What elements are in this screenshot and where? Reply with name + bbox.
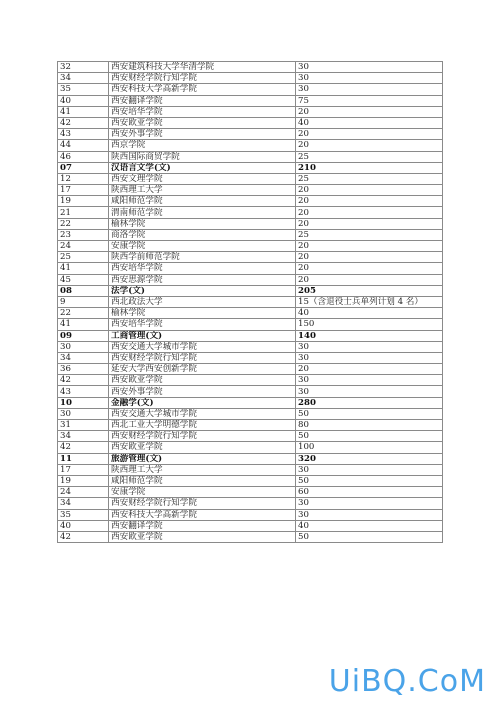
cell-count: 50 (296, 408, 443, 419)
cell-code: 08 (58, 285, 109, 296)
cell-code: 30 (58, 341, 109, 352)
cell-count: 30 (296, 464, 443, 475)
cell-count: 30 (296, 84, 443, 95)
table-row (58, 520, 443, 531)
cell-count: 320 (296, 453, 443, 464)
cell-school-name: 陕西学前师范学院 (109, 252, 296, 263)
table-row (58, 229, 443, 240)
cell-school-name: 陕西理工大学 (109, 464, 296, 475)
table-row (58, 62, 443, 73)
table-row (58, 475, 443, 486)
cell-school-name: 西安科技大学高新学院 (109, 509, 296, 520)
table-row (58, 241, 443, 252)
cell-count: 30 (296, 386, 443, 397)
table-row (58, 106, 443, 117)
cell-code: 41 (58, 263, 109, 274)
cell-count: 30 (296, 73, 443, 84)
cell-school-name: 西安欧亚学院 (109, 375, 296, 386)
cell-count: 210 (296, 162, 443, 173)
cell-school-name: 西安交通大学城市学院 (109, 408, 296, 419)
cell-school-name: 咸阳师范学院 (109, 196, 296, 207)
cell-code: 19 (58, 196, 109, 207)
cell-school-name: 西安财经学院行知学院 (109, 73, 296, 84)
table-body (58, 62, 443, 543)
cell-school-name: 咸阳师范学院 (109, 475, 296, 486)
cell-code: 41 (58, 319, 109, 330)
cell-count: 50 (296, 431, 443, 442)
cell-count: 50 (296, 531, 443, 542)
cell-count: 40 (296, 117, 443, 128)
cell-school-name: 法学(文) (109, 285, 296, 296)
table-row (58, 185, 443, 196)
cell-count: 20 (296, 185, 443, 196)
table-section-header-row (58, 285, 443, 296)
cell-count: 20 (296, 263, 443, 274)
table-row (58, 218, 443, 229)
cell-code: 41 (58, 106, 109, 117)
table-section-header-row (58, 162, 443, 173)
table-section-header-row (58, 397, 443, 408)
table-row (58, 487, 443, 498)
cell-count: 20 (296, 218, 443, 229)
cell-code: 42 (58, 531, 109, 542)
cell-school-name: 渭南师范学院 (109, 207, 296, 218)
table-section-header-row (58, 330, 443, 341)
cell-code: 10 (58, 397, 109, 408)
cell-code: 22 (58, 308, 109, 319)
cell-count: 30 (296, 498, 443, 509)
cell-code: 34 (58, 73, 109, 84)
table-row (58, 464, 443, 475)
cell-code: 9 (58, 296, 109, 307)
table-row (58, 386, 443, 397)
cell-count: 40 (296, 520, 443, 531)
cell-school-name: 汉语言文学(文) (109, 162, 296, 173)
cell-code: 43 (58, 129, 109, 140)
cell-code: 40 (58, 520, 109, 531)
cell-school-name: 西安财经学院行知学院 (109, 352, 296, 363)
cell-school-name: 西安建筑科技大学华清学院 (109, 62, 296, 73)
cell-code: 34 (58, 498, 109, 509)
cell-school-name: 安康学院 (109, 241, 296, 252)
cell-count: 20 (296, 140, 443, 151)
cell-school-name: 陕西国际商贸学院 (109, 151, 296, 162)
cell-school-name: 延安大学西安创新学院 (109, 364, 296, 375)
cell-count: 20 (296, 129, 443, 140)
cell-code: 25 (58, 252, 109, 263)
cell-code: 09 (58, 330, 109, 341)
table-row (58, 531, 443, 542)
cell-count: 140 (296, 330, 443, 341)
cell-count: 20 (296, 207, 443, 218)
cell-school-name: 西安外事学院 (109, 386, 296, 397)
cell-school-name: 西安培华学院 (109, 106, 296, 117)
cell-code: 36 (58, 364, 109, 375)
cell-count: 75 (296, 95, 443, 106)
table-row (58, 296, 443, 307)
table-row (58, 408, 443, 419)
cell-count: 25 (296, 229, 443, 240)
table-row (58, 352, 443, 363)
cell-code: 42 (58, 117, 109, 128)
table-row (58, 196, 443, 207)
cell-school-name: 西安思源学院 (109, 274, 296, 285)
cell-count: 25 (296, 151, 443, 162)
table-row (58, 263, 443, 274)
cell-school-name: 西安科技大学高新学院 (109, 84, 296, 95)
cell-code: 32 (58, 62, 109, 73)
cell-code: 35 (58, 84, 109, 95)
cell-code: 22 (58, 218, 109, 229)
cell-code: 42 (58, 442, 109, 453)
cell-school-name: 西京学院 (109, 140, 296, 151)
table-section-header-row (58, 453, 443, 464)
cell-school-name: 西安财经学院行知学院 (109, 431, 296, 442)
cell-count: 15（含退役士兵单列计划 4 名） (296, 296, 443, 307)
cell-school-name: 榆林学院 (109, 218, 296, 229)
cell-school-name: 西北政法大学 (109, 296, 296, 307)
cell-school-name: 西安培华学院 (109, 263, 296, 274)
cell-count: 280 (296, 397, 443, 408)
cell-count: 30 (296, 341, 443, 352)
cell-count: 30 (296, 62, 443, 73)
cell-code: 11 (58, 453, 109, 464)
cell-school-name: 西安培华学院 (109, 319, 296, 330)
cell-count: 20 (296, 106, 443, 117)
cell-school-name: 西安财经学院行知学院 (109, 498, 296, 509)
table-row (58, 420, 443, 431)
cell-count: 100 (296, 442, 443, 453)
table-row (58, 364, 443, 375)
cell-code: 12 (58, 173, 109, 184)
cell-code: 31 (58, 420, 109, 431)
cell-count: 20 (296, 364, 443, 375)
cell-code: 21 (58, 207, 109, 218)
cell-school-name: 安康学院 (109, 487, 296, 498)
cell-count: 40 (296, 308, 443, 319)
cell-school-name: 西北工业大学明德学院 (109, 420, 296, 431)
cell-school-name: 商洛学院 (109, 229, 296, 240)
table-row (58, 274, 443, 285)
cell-school-name: 西安交通大学城市学院 (109, 341, 296, 352)
table-row (58, 431, 443, 442)
cell-code: 19 (58, 475, 109, 486)
cell-school-name: 榆林学院 (109, 308, 296, 319)
cell-code: 40 (58, 95, 109, 106)
table-row (58, 375, 443, 386)
cell-school-name: 西安欧亚学院 (109, 442, 296, 453)
cell-school-name: 西安文理学院 (109, 173, 296, 184)
cell-school-name: 西安外事学院 (109, 129, 296, 140)
cell-code: 43 (58, 386, 109, 397)
table-row (58, 319, 443, 330)
cell-code: 35 (58, 509, 109, 520)
table-row (58, 117, 443, 128)
enrollment-table (57, 61, 443, 543)
cell-code: 17 (58, 185, 109, 196)
cell-school-name: 西安翻译学院 (109, 95, 296, 106)
cell-code: 44 (58, 140, 109, 151)
cell-code: 42 (58, 375, 109, 386)
cell-count: 20 (296, 241, 443, 252)
cell-code: 24 (58, 487, 109, 498)
cell-code: 23 (58, 229, 109, 240)
table-row (58, 341, 443, 352)
cell-school-name: 金融学(文) (109, 397, 296, 408)
cell-count: 25 (296, 173, 443, 184)
table-row (58, 207, 443, 218)
table-row (58, 498, 443, 509)
cell-code: 34 (58, 431, 109, 442)
cell-count: 80 (296, 420, 443, 431)
cell-count: 150 (296, 319, 443, 330)
table-row (58, 173, 443, 184)
table-row (58, 509, 443, 520)
table-row (58, 129, 443, 140)
cell-code: 45 (58, 274, 109, 285)
cell-code: 24 (58, 241, 109, 252)
cell-school-name: 西安翻译学院 (109, 520, 296, 531)
table-row (58, 151, 443, 162)
cell-school-name: 西安欧亚学院 (109, 117, 296, 128)
table-row (58, 252, 443, 263)
cell-code: 34 (58, 352, 109, 363)
cell-count: 50 (296, 475, 443, 486)
cell-count: 20 (296, 196, 443, 207)
cell-code: 46 (58, 151, 109, 162)
cell-school-name: 陕西理工大学 (109, 185, 296, 196)
cell-school-name: 工商管理(文) (109, 330, 296, 341)
cell-count: 30 (296, 352, 443, 363)
table-row (58, 84, 443, 95)
cell-count: 205 (296, 285, 443, 296)
cell-code: 07 (58, 162, 109, 173)
cell-count: 30 (296, 375, 443, 386)
cell-school-name: 西安欧亚学院 (109, 531, 296, 542)
table-row (58, 442, 443, 453)
cell-count: 60 (296, 487, 443, 498)
cell-count: 30 (296, 509, 443, 520)
cell-count: 20 (296, 274, 443, 285)
table-row (58, 308, 443, 319)
table-row (58, 95, 443, 106)
cell-school-name: 旅游管理(文) (109, 453, 296, 464)
table-row (58, 73, 443, 84)
table-row (58, 140, 443, 151)
cell-code: 30 (58, 408, 109, 419)
watermark-logo: UiBQ.CoM (328, 664, 486, 699)
cell-count: 20 (296, 252, 443, 263)
cell-code: 17 (58, 464, 109, 475)
